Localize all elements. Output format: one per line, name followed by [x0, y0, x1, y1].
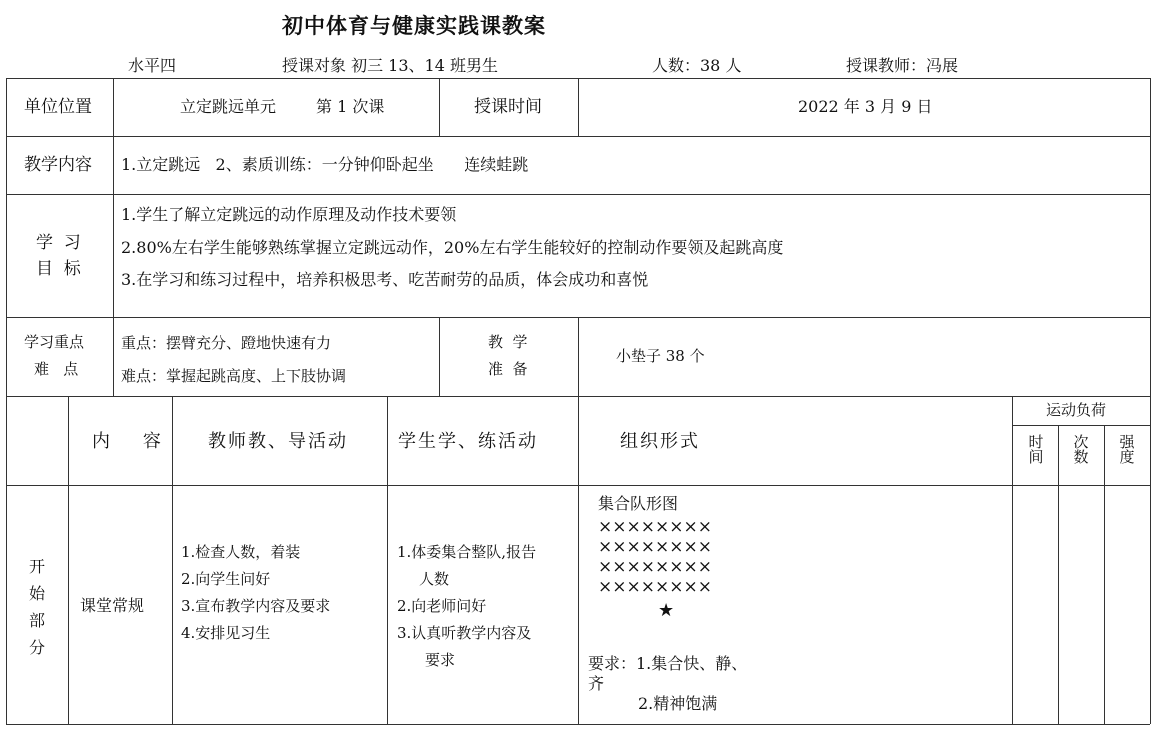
- formation-diagram: [598, 517, 712, 597]
- prep-equipment: 小垫子 38 个: [616, 347, 705, 365]
- requirement-line-1: 要求：1.集合快、静、: [588, 654, 748, 673]
- goal-item: 2.80%左右学生能够熟练掌握立定跳远动作，20%左右学生能较好的控制动作要领及起跳高度: [121, 238, 784, 257]
- list-item: 3.宣布教学内容及要求: [181, 597, 331, 615]
- goal-item: 3.在学习和练习过程中，培养积极思考、吃苦耐劳的品质，体会成功和喜悦: [121, 270, 649, 289]
- header-load: 运动负荷: [1046, 401, 1107, 419]
- student-count: 人数：38 人: [652, 56, 742, 75]
- header-content: 内 容: [92, 431, 163, 452]
- list-item: 要求: [425, 651, 456, 669]
- prep-label-2: 准 备: [488, 360, 528, 378]
- content-label: 教学内容: [24, 155, 92, 175]
- formation-row: ××××××××: [598, 557, 712, 577]
- list-item: 1.体委集合整队,报告: [397, 543, 537, 561]
- header-teacher: 教师教、导活动: [208, 431, 348, 452]
- formation-row: ××××××××: [598, 517, 712, 537]
- header-time: 时 间: [1028, 433, 1044, 466]
- key-label-1: 学习重点: [24, 333, 85, 351]
- header-times: 次 数: [1073, 433, 1089, 466]
- formation-row: ××××××××: [598, 537, 712, 557]
- unit-label: 单位位置: [24, 97, 92, 117]
- formation-title: 集合队形图: [598, 494, 679, 513]
- header-organization: 组织形式: [620, 431, 700, 452]
- time-label: 授课时间: [474, 97, 542, 117]
- key-label-2: 难 点: [34, 360, 79, 378]
- level: 水平四: [128, 56, 177, 75]
- requirement-line-2: 齐: [588, 674, 605, 693]
- goal-item: 1.学生了解立定跳远的动作原理及动作技术要领: [121, 205, 457, 224]
- teaching-content: 1.立定跳远 2、素质训练：一分钟仰卧起坐 连续蛙跳: [121, 155, 529, 174]
- list-item: 人数: [419, 570, 450, 588]
- prep-label-1: 教 学: [488, 333, 528, 351]
- lesson-date: 2022 年 3 月 9 日: [798, 97, 933, 116]
- list-item: 3.认真听教学内容及: [397, 624, 532, 642]
- list-item: 1.检查人数，着装: [181, 543, 301, 561]
- list-item: 2.向老师问好: [397, 597, 487, 615]
- header-intensity: 强 度: [1119, 433, 1135, 466]
- lesson-number: 第 1 次课: [316, 97, 385, 116]
- teacher-star-icon: ★: [658, 600, 675, 621]
- teacher-name: 授课教师：冯展: [846, 56, 959, 75]
- header-student: 学生学、练活动: [398, 431, 538, 452]
- key-point: 重点：摆臂充分、蹬地快速有力: [121, 334, 332, 352]
- requirement-line-3: 2.精神饱满: [638, 694, 718, 713]
- section-name: 课堂常规: [80, 596, 145, 615]
- goals-label-2: 目 标: [36, 259, 81, 279]
- page-title: 初中体育与健康实践课教案: [282, 13, 546, 38]
- target-class: 授课对象 初三 13、14 班男生: [282, 56, 498, 75]
- list-item: 2.向学生问好: [181, 570, 271, 588]
- formation-row: ××××××××: [598, 577, 712, 597]
- goals-label-1: 学 习: [36, 233, 81, 253]
- difficulty-point: 难点：掌握起跳高度、上下肢协调: [121, 367, 347, 385]
- unit-name: 立定跳远单元: [180, 97, 277, 116]
- section-part-label: 开 始 部 分: [28, 557, 45, 657]
- student-activity-list: [397, 543, 536, 678]
- teacher-activity-list: [181, 543, 330, 651]
- list-item: 4.安排见习生: [181, 624, 271, 642]
